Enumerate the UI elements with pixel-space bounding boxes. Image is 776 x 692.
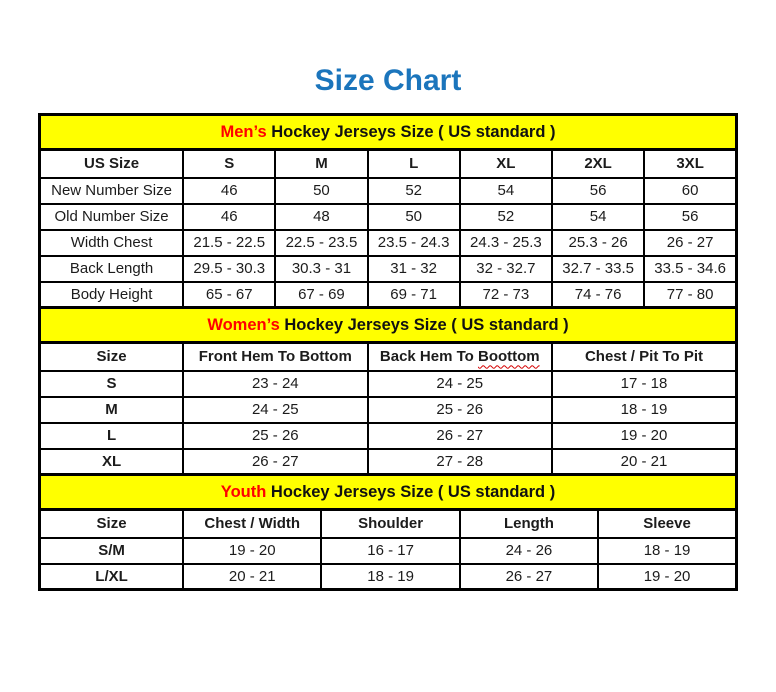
youth-col-shoulder: Shoulder xyxy=(321,510,459,538)
size-cell: 19 - 20 xyxy=(183,538,321,564)
row-label: S xyxy=(40,371,184,397)
size-cell: 25 - 26 xyxy=(183,423,367,449)
youth-columns-row xyxy=(40,510,737,538)
size-cell: 18 - 19 xyxy=(598,538,736,564)
row-label: XL xyxy=(40,449,184,475)
row-label: Body Height xyxy=(40,282,184,308)
size-cell: 69 - 71 xyxy=(368,282,460,308)
womens-col-back-hem xyxy=(368,343,552,371)
mens-section-title-highlight: Men’s xyxy=(220,122,267,141)
size-cell: 33.5 - 34.6 xyxy=(644,256,736,282)
youth-col-chest-width: Chest / Width xyxy=(183,510,321,538)
size-cell: 23.5 - 24.3 xyxy=(368,230,460,256)
womens-col-size: Size xyxy=(40,343,184,371)
mens-columns-row xyxy=(40,150,737,178)
size-cell: 20 - 21 xyxy=(552,449,737,475)
womens-columns-row xyxy=(40,343,737,371)
size-cell: 50 xyxy=(275,178,367,204)
mens-section-title-rest: Hockey Jerseys Size ( US standard ) xyxy=(266,122,556,141)
row-label: L xyxy=(40,423,184,449)
womens-section-title-rest: Hockey Jerseys Size ( US standard ) xyxy=(279,315,569,334)
youth-col-size: Size xyxy=(40,510,184,538)
womens-section-title-highlight: Women’s xyxy=(207,315,280,334)
size-cell: 67 - 69 xyxy=(275,282,367,308)
table-row xyxy=(40,423,737,449)
youth-size-table xyxy=(38,473,738,591)
youth-col-length: Length xyxy=(460,510,598,538)
womens-section-title xyxy=(40,308,737,343)
size-cell: 18 - 19 xyxy=(552,397,737,423)
size-cell: 65 - 67 xyxy=(183,282,275,308)
womens-col-chest: Chest / Pit To Pit xyxy=(552,343,737,371)
size-cell: 32.7 - 33.5 xyxy=(552,256,644,282)
mens-col-us-size: US Size xyxy=(40,150,184,178)
size-cell: 48 xyxy=(275,204,367,230)
youth-section-title xyxy=(40,475,737,510)
row-label: New Number Size xyxy=(40,178,184,204)
size-cell: 17 - 18 xyxy=(552,371,737,397)
size-cell: 29.5 - 30.3 xyxy=(183,256,275,282)
row-label: S/M xyxy=(40,538,184,564)
row-label: M xyxy=(40,397,184,423)
mens-col-m: M xyxy=(275,150,367,178)
size-cell: 24 - 25 xyxy=(183,397,367,423)
table-row xyxy=(40,371,737,397)
size-cell: 27 - 28 xyxy=(368,449,552,475)
size-cell: 54 xyxy=(460,178,552,204)
mens-section-header-row xyxy=(40,115,737,150)
table-row xyxy=(40,230,737,256)
row-label: Width Chest xyxy=(40,230,184,256)
size-cell: 24.3 - 25.3 xyxy=(460,230,552,256)
size-cell: 25.3 - 26 xyxy=(552,230,644,256)
size-cell: 25 - 26 xyxy=(368,397,552,423)
size-cell: 77 - 80 xyxy=(644,282,736,308)
mens-col-xl: XL xyxy=(460,150,552,178)
size-cell: 52 xyxy=(460,204,552,230)
size-cell: 20 - 21 xyxy=(183,564,321,590)
size-cell: 18 - 19 xyxy=(321,564,459,590)
size-cell: 31 - 32 xyxy=(368,256,460,282)
size-cell: 52 xyxy=(368,178,460,204)
row-label: Old Number Size xyxy=(40,204,184,230)
womens-section-header-row xyxy=(40,308,737,343)
size-chart xyxy=(38,113,738,591)
size-cell: 23 - 24 xyxy=(183,371,367,397)
youth-section-title-rest: Hockey Jerseys Size ( US standard ) xyxy=(266,482,556,501)
table-row xyxy=(40,564,737,590)
womens-size-table xyxy=(38,306,738,476)
size-cell: 26 - 27 xyxy=(183,449,367,475)
size-cell: 74 - 76 xyxy=(552,282,644,308)
size-cell: 26 - 27 xyxy=(460,564,598,590)
size-cell: 50 xyxy=(368,204,460,230)
mens-size-table xyxy=(38,113,738,309)
table-row xyxy=(40,204,737,230)
size-cell: 54 xyxy=(552,204,644,230)
mens-col-s: S xyxy=(183,150,275,178)
mens-col-2xl: 2XL xyxy=(552,150,644,178)
size-cell: 56 xyxy=(644,204,736,230)
size-cell: 30.3 - 31 xyxy=(275,256,367,282)
size-cell: 24 - 26 xyxy=(460,538,598,564)
size-cell: 22.5 - 23.5 xyxy=(275,230,367,256)
womens-col-back-hem-prefix: Back Hem To xyxy=(379,348,478,366)
size-cell: 21.5 - 22.5 xyxy=(183,230,275,256)
size-cell: 16 - 17 xyxy=(321,538,459,564)
youth-col-sleeve: Sleeve xyxy=(598,510,736,538)
page-title: Size Chart xyxy=(314,64,462,97)
table-row xyxy=(40,449,737,475)
table-row xyxy=(40,282,737,308)
womens-col-back-hem-misspelled-word: Boottom xyxy=(477,348,540,366)
size-cell: 56 xyxy=(552,178,644,204)
size-cell: 19 - 20 xyxy=(552,423,737,449)
row-label: Back Length xyxy=(40,256,184,282)
size-cell: 26 - 27 xyxy=(644,230,736,256)
mens-section-title xyxy=(40,115,737,150)
row-label: L/XL xyxy=(40,564,184,590)
youth-section-title-highlight: Youth xyxy=(220,482,267,501)
size-cell: 26 - 27 xyxy=(368,423,552,449)
table-row xyxy=(40,256,737,282)
mens-col-l: L xyxy=(368,150,460,178)
size-cell: 46 xyxy=(183,178,275,204)
table-row xyxy=(40,538,737,564)
size-cell: 60 xyxy=(644,178,736,204)
table-row xyxy=(40,178,737,204)
table-row xyxy=(40,397,737,423)
size-cell: 72 - 73 xyxy=(460,282,552,308)
mens-col-3xl: 3XL xyxy=(644,150,736,178)
youth-section-header-row xyxy=(40,475,737,510)
size-cell: 19 - 20 xyxy=(598,564,736,590)
womens-col-front-hem: Front Hem To Bottom xyxy=(183,343,367,371)
size-cell: 24 - 25 xyxy=(368,371,552,397)
size-cell: 46 xyxy=(183,204,275,230)
size-cell: 32 - 32.7 xyxy=(460,256,552,282)
